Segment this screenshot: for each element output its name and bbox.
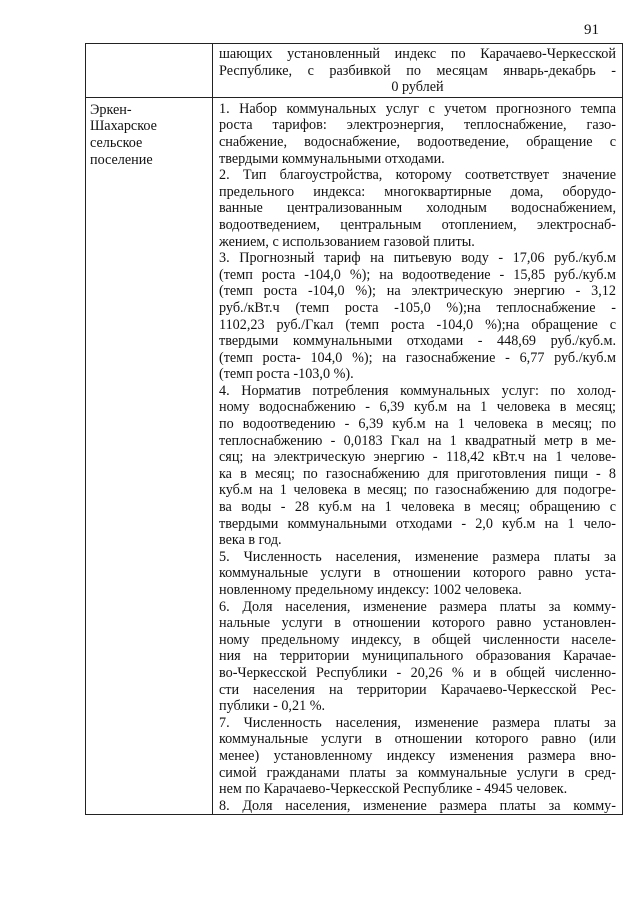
settlement-details-cell: [213, 97, 623, 815]
text-line: твердыми коммунальными отходами - 448,69 руб./куб.м.: [219, 333, 616, 350]
paragraph-item: [219, 715, 616, 798]
text-line: сти населения на территории Карачаево-Черкесской Рес-: [219, 681, 616, 698]
text-line: 2. Тип благоустройства, которому соответствует значение: [219, 167, 616, 184]
text-line: 5. Численность населения, изменение размера платы за: [219, 548, 616, 565]
text-line: 7. Численность населения, изменение размера платы за: [219, 714, 616, 731]
text-line: 1. Набор коммунальных услуг с учетом прогнозного темпа: [219, 100, 616, 117]
settlement-name-line: Эркен-: [90, 101, 132, 118]
text-line: ванные централизованным холодным водоснабжением,: [219, 200, 616, 217]
text-line: Республике, с разбивкой по месяцам январь-декабрь -: [219, 62, 616, 79]
text-line: твердыми коммунальными отходами.: [219, 150, 445, 167]
text-line: коммунальные услуги в отношении которого равно (или: [219, 731, 616, 748]
paragraph-item: [219, 549, 616, 599]
text-line: по водоотведению - 6,39 куб.м на 1 человека в месяц; по: [219, 416, 616, 433]
text-line: 0 рублей: [391, 79, 444, 96]
text-line: роста тарифов: электроэнергия, теплоснабжение, газо-: [219, 117, 616, 134]
text-line: снабжение, водоснабжение, водоотведение, обращение с: [219, 133, 616, 150]
text-line: 1102,23 руб./Гкал (темп роста -104,0 %);на обращение с: [219, 316, 616, 333]
text-line: новленному предельному индексу: 1002 человека.: [219, 582, 522, 598]
paragraph-item: [219, 250, 616, 383]
text-line: во-Черкесской Республики - 20,26 % и в общей численно-: [219, 664, 616, 681]
paragraph-item: [219, 383, 616, 549]
settlement-name-line: сельское: [90, 134, 143, 151]
text-line: менее) установленному индексу изменения размера вно-: [219, 747, 616, 764]
table-row-continuation: [86, 44, 623, 98]
text-line: (темп роста -104,0 %); на водоотведение - 15,85 руб./куб.м: [219, 266, 616, 283]
text-line: сяц; на электрическую энергию - 118,42 кВт.ч на 1 челове-: [219, 449, 616, 466]
text-line: 4. Норматив потребления коммунальных услуг: по холод-: [219, 382, 616, 399]
details-text: [213, 98, 622, 815]
text-line: 8. Доля населения, изменение размера платы за комму-: [219, 797, 616, 814]
text-line: нем по Карачаево-Черкесской Республике - 4945 человек.: [219, 781, 568, 798]
left-cell-empty: [86, 44, 213, 98]
page-number: 91: [584, 22, 599, 38]
text-line: века в год.: [219, 532, 282, 549]
right-cell-continuation: [213, 44, 623, 98]
text-line: шающих установленный индекс по Карачаево-Черкесской: [219, 46, 616, 62]
paragraph-item: [219, 167, 616, 250]
table-row-settlement: [86, 97, 623, 815]
text-line: водоотведением, центральным отоплением, электроснаб-: [219, 216, 616, 233]
text-line: ва воды - 28 куб.м на 1 человека в месяц; обращению с: [219, 499, 616, 516]
paragraph-item: [219, 599, 616, 715]
settlement-table: [85, 43, 623, 815]
text-line: (темп роста -104,0 %); на электрическую энергию - 3,12: [219, 283, 616, 300]
text-line: ному водоснабжению - 6,39 куб.м на 1 человека в месяц;: [219, 399, 616, 416]
text-line: коммунальные услуги в отношении которого равно уста-: [219, 565, 616, 582]
text-line: предельного индекса: многоквартирные дома, оборудо-: [219, 183, 616, 200]
text-line: руб./кВт.ч (темп роста -105,0 %);на теплоснабжение -: [219, 299, 616, 316]
paragraph-item: [219, 101, 616, 167]
settlement-name-line: Шахарское: [90, 118, 157, 135]
text-line: симой гражданами платы за коммунальные услуги в сред-: [219, 764, 616, 781]
text-line: жением, с использованием газовой плиты.: [219, 233, 475, 250]
settlement-name-cell: [86, 97, 213, 815]
paragraph-item: [219, 798, 616, 815]
text-line: куб.м на 1 человека в месяц; по газоснабжению для подогре-: [219, 482, 616, 499]
text-line: ка в месяц; по газоснабжению для приготовления пищи - 8: [219, 465, 616, 482]
text-line: 6. Доля населения, изменение размера платы за комму-: [219, 598, 616, 615]
text-line: твердыми коммунальными отходами - 2,0 куб.м на 1 чело-: [219, 515, 616, 532]
text-line: (темп роста -103,0 %).: [219, 366, 354, 383]
text-line: ному предельному индексу, в общей численности населе-: [219, 631, 616, 648]
text-line: 3. Прогнозный тариф на питьевую воду - 17,06 руб./куб.м: [219, 250, 616, 267]
text-line: нальные услуги в отношении которого равно установлен-: [219, 615, 616, 632]
text-line: (темп роста- 104,0 %); на газоснабжение - 6,77 руб./куб.м: [219, 349, 616, 366]
settlement-name-line: поселение: [90, 151, 153, 168]
text-line: публики - 0,21 %.: [219, 698, 326, 715]
text-line: теплоснабжению - 0,0183 Гкал на 1 квадратный метр в ме-: [219, 432, 616, 449]
text-line: ния на территории муниципального образования Карачае-: [219, 648, 616, 665]
